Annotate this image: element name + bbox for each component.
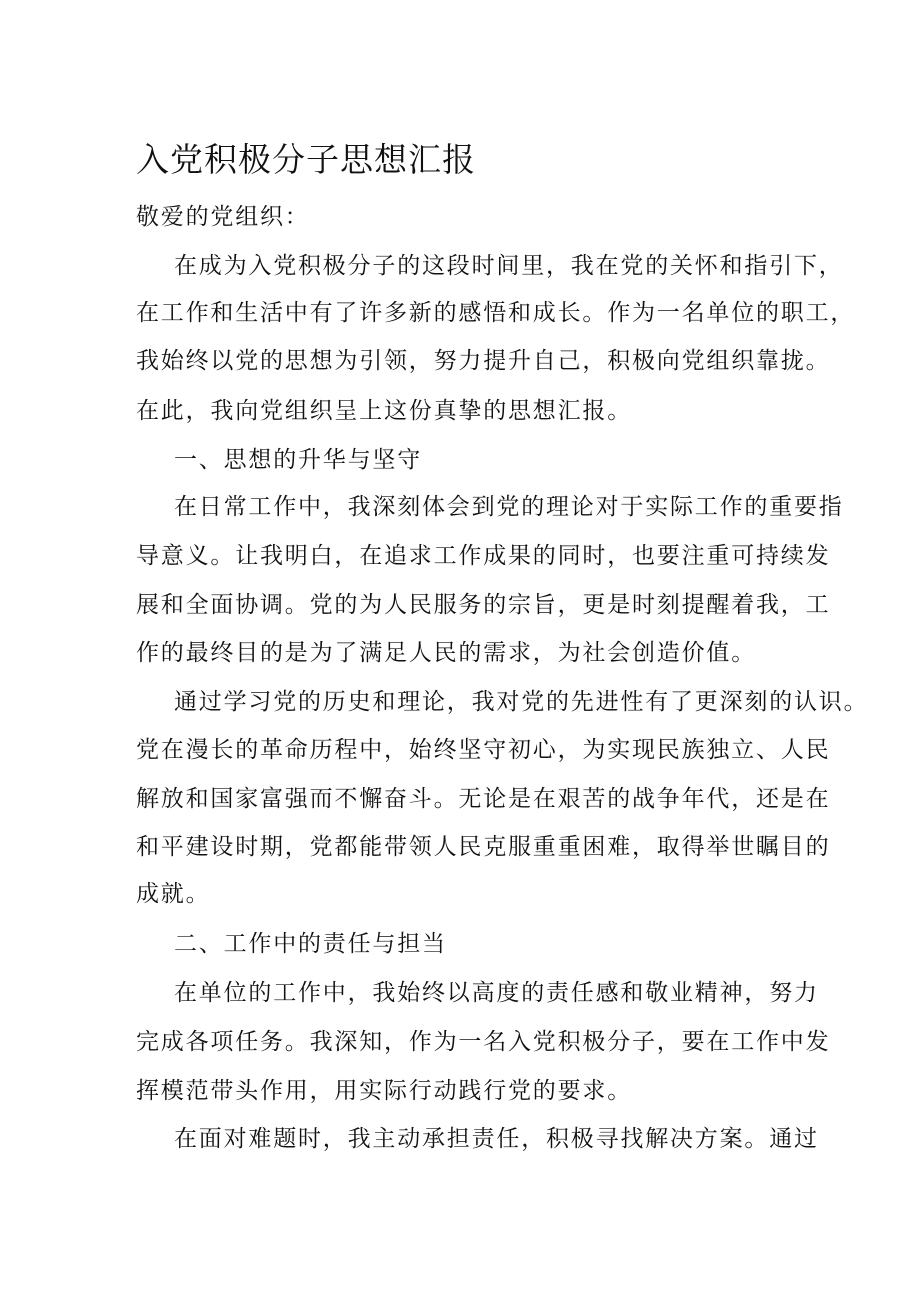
paragraph-line: 和平建设时期，党都能带领人民克服重重困难，取得举世瞩目的 — [136, 834, 831, 860]
paragraph-line: 在单位的工作中，我始终以高度的责任感和敬业精神，努力 — [174, 980, 819, 1006]
paragraph-line: 通过学习党的历史和理论，我对党的先进性有了更深刻的认识。 — [174, 689, 869, 715]
paragraph-line: 在面对难题时，我主动承担责任，积极寻找解决方案。通过 — [174, 1126, 819, 1152]
paragraph-line: 作的最终目的是为了满足人民的需求，为社会创造价值。 — [136, 640, 756, 666]
section-heading-1: 一、思想的升华与坚守 — [174, 447, 422, 473]
section-heading-2: 二、工作中的责任与担当 — [174, 931, 447, 957]
paragraph-line: 解放和国家富强而不懈奋斗。无论是在艰苦的战争年代，还是在 — [136, 786, 831, 812]
document-title: 入党积极分子思想汇报 — [136, 140, 476, 179]
intro-line: 在工作和生活中有了许多新的感悟和成长。作为一名单位的职工， — [136, 300, 856, 326]
salutation: 敬爱的党组织： — [136, 204, 310, 230]
intro-line: 在成为入党积极分子的这段时间里，我在党的关怀和指引下， — [174, 253, 844, 279]
paragraph-line: 展和全面协调。党的为人民服务的宗旨，更是时刻提醒着我，工 — [136, 592, 831, 618]
intro-line: 我始终以党的思想为引领，努力提升自己，积极向党组织靠拢。 — [136, 348, 831, 374]
paragraph-line: 挥模范带头作用，用实际行动践行党的要求。 — [136, 1078, 632, 1104]
paragraph-line: 导意义。让我明白，在追求工作成果的同时，也要注重可持续发 — [136, 543, 831, 569]
intro-line: 在此，我向党组织呈上这份真挚的思想汇报。 — [136, 398, 632, 424]
paragraph-line: 在日常工作中，我深刻体会到党的理论对于实际工作的重要指 — [174, 494, 844, 520]
paragraph-line: 党在漫长的革命历程中，始终坚守初心，为实现民族独立、人民 — [136, 737, 831, 763]
paragraph-line: 成就。 — [136, 881, 211, 907]
paragraph-line: 完成各项任务。我深知，作为一名入党积极分子，要在工作中发 — [136, 1029, 831, 1055]
